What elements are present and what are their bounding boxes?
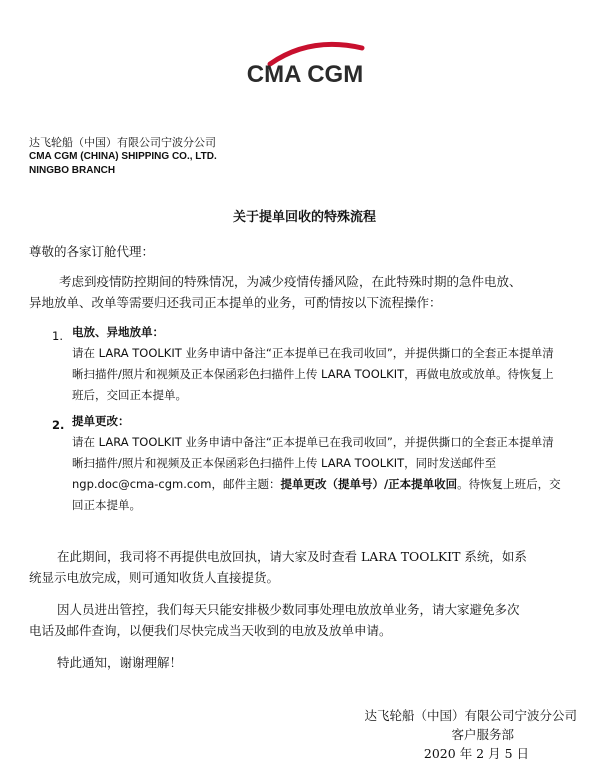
para3-line-1: 因人员进出管控，我们每天只能安排极少数同事处理电放放单业务，请大家避免多次	[57, 602, 520, 617]
paragraph-2	[29, 546, 527, 588]
item1-line-2: 晰扫描件/照片和视频及正本保函彩色扫描件上传 LARA TOOLKIT，再做电放或放单。待恢复上	[72, 367, 554, 381]
item2-line-4: 回正本提单。	[72, 498, 141, 512]
company-name-en: CMA CGM (CHINA) SHIPPING CO., LTD.	[29, 151, 217, 162]
item2-line-3	[72, 474, 561, 495]
item1-block	[72, 322, 554, 406]
closing: 特此通知，谢谢理解！	[57, 655, 183, 670]
paragraph-3	[29, 599, 520, 641]
logo-wordmark: CMA CGM	[246, 61, 364, 88]
item1-line-1: 请在 LARA TOOLKIT 业务申请中备注“正本提单已在我司收回”，并提供撕口的全套正本提单清	[72, 346, 554, 360]
item1-number: 1.	[52, 329, 63, 343]
intro-paragraph	[29, 271, 522, 313]
email-text: ngp.doc@cma-cgm.com，邮件主题：	[72, 477, 281, 491]
intro-line-2: 异地放单、改单等需要归还我司正本提单的业务，可酌情按以下流程操作：	[29, 295, 442, 310]
item2-line-2: 晰扫描件/照片和视频及正本保函彩色扫描件上传 LARA TOOLKIT，同时发送邮件至	[72, 456, 497, 470]
document-title: 关于提单回收的特殊流程	[232, 210, 376, 225]
company-name-cn: 达飞轮船（中国）有限公司宁波分公司	[29, 136, 216, 149]
item2-number: 2.	[52, 418, 65, 432]
item1-heading: 电放、异地放单：	[72, 325, 164, 339]
cma-cgm-logo	[230, 38, 380, 94]
greeting: 尊敬的各家订舱代理：	[29, 244, 155, 259]
item2-block	[72, 411, 561, 516]
item2-line-3-tail: 。待恢复上班后，交	[457, 477, 561, 491]
para2-line-2: 统显示电放完成，则可通知收货人直接提货。	[29, 570, 280, 585]
para2-line-1: 在此期间，我司将不再提供电放回执，请大家及时查看 LARA TOOLKIT 系统，如系	[57, 549, 527, 564]
company-branch: NINGBO BRANCH	[29, 165, 116, 176]
item1-line-3: 班后，交回正本提单。	[72, 388, 187, 402]
signature-company: 达飞轮船（中国）有限公司宁波分公司	[364, 708, 577, 723]
para3-line-2: 电话及邮件查询，以便我们尽快完成当天收到的电放及放单申请。	[29, 623, 392, 638]
item2-heading: 提单更改：	[72, 414, 130, 428]
signature-date: 2020 年 2 月 5 日	[423, 746, 529, 761]
company-header	[29, 136, 217, 178]
item2-line-1: 请在 LARA TOOLKIT 业务申请中备注“正本提单已在我司收回”，并提供撕口的全套正本提单清	[72, 435, 554, 449]
signature-dept: 客户服务部	[451, 727, 514, 742]
email-subject: 提单更改（提单号）/正本提单收回	[280, 477, 458, 491]
intro-line-1: 考虑到疫情防控期间的特殊情况，为减少疫情传播风险，在此特殊时期的急件电放、	[59, 274, 522, 289]
